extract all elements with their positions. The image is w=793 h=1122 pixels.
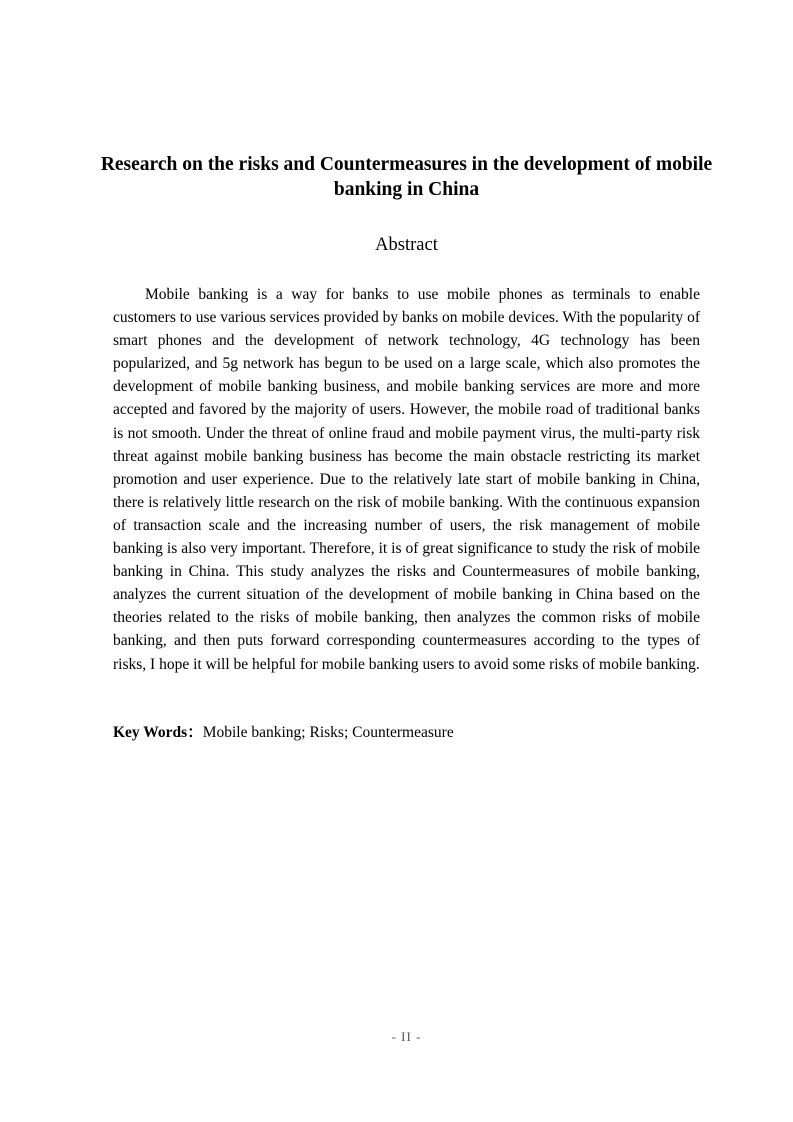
- paper-title: Research on the risks and Countermeasures in the development of mobile banking in China: [100, 154, 713, 200]
- keywords-line: [113, 721, 454, 744]
- keywords-value: Mobile banking; Risks; Countermeasure: [202, 724, 454, 741]
- abstract-body: Mobile banking is a way for banks to use mobile phones as terminals to enable customers to use various services provided by banks on mobile devices. With the popularity of smart phones and the development of network technology, 4G technology has been popularized, and 5g network has begun to be used on a large scale, which also promotes the development of mobile banking business, and mobile banking services are more and more accepted and favored by the majority of users. However, the mobile road of traditional banks is not smooth. Under the threat of online fraud and mobile payment virus, the multi-party risk threat against mobile banking business has become the main obstacle restricting its market promotion and user experience. Due to the relatively late start of mobile banking in China, there is relatively little research on the risk of mobile banking. With the continuous expansion of transaction scale and the increasing number of users, the risk management of mobile banking is also very important. Therefore, it is of great significance to study the risk of mobile banking in China. This study analyzes the risks and Countermeasures of mobile banking, analyzes the current situation of the development of mobile banking in China based on the theories related to the risks of mobile banking, then analyzes the common risks of mobile banking, and then puts forward corresponding countermeasures according to the types of risks, I hope it will be helpful for mobile banking users to avoid some risks of mobile banking.: [113, 286, 700, 673]
- abstract-heading: Abstract: [375, 235, 438, 255]
- page-number: - II -: [391, 1029, 422, 1044]
- keywords-label: Key Words：: [113, 724, 203, 741]
